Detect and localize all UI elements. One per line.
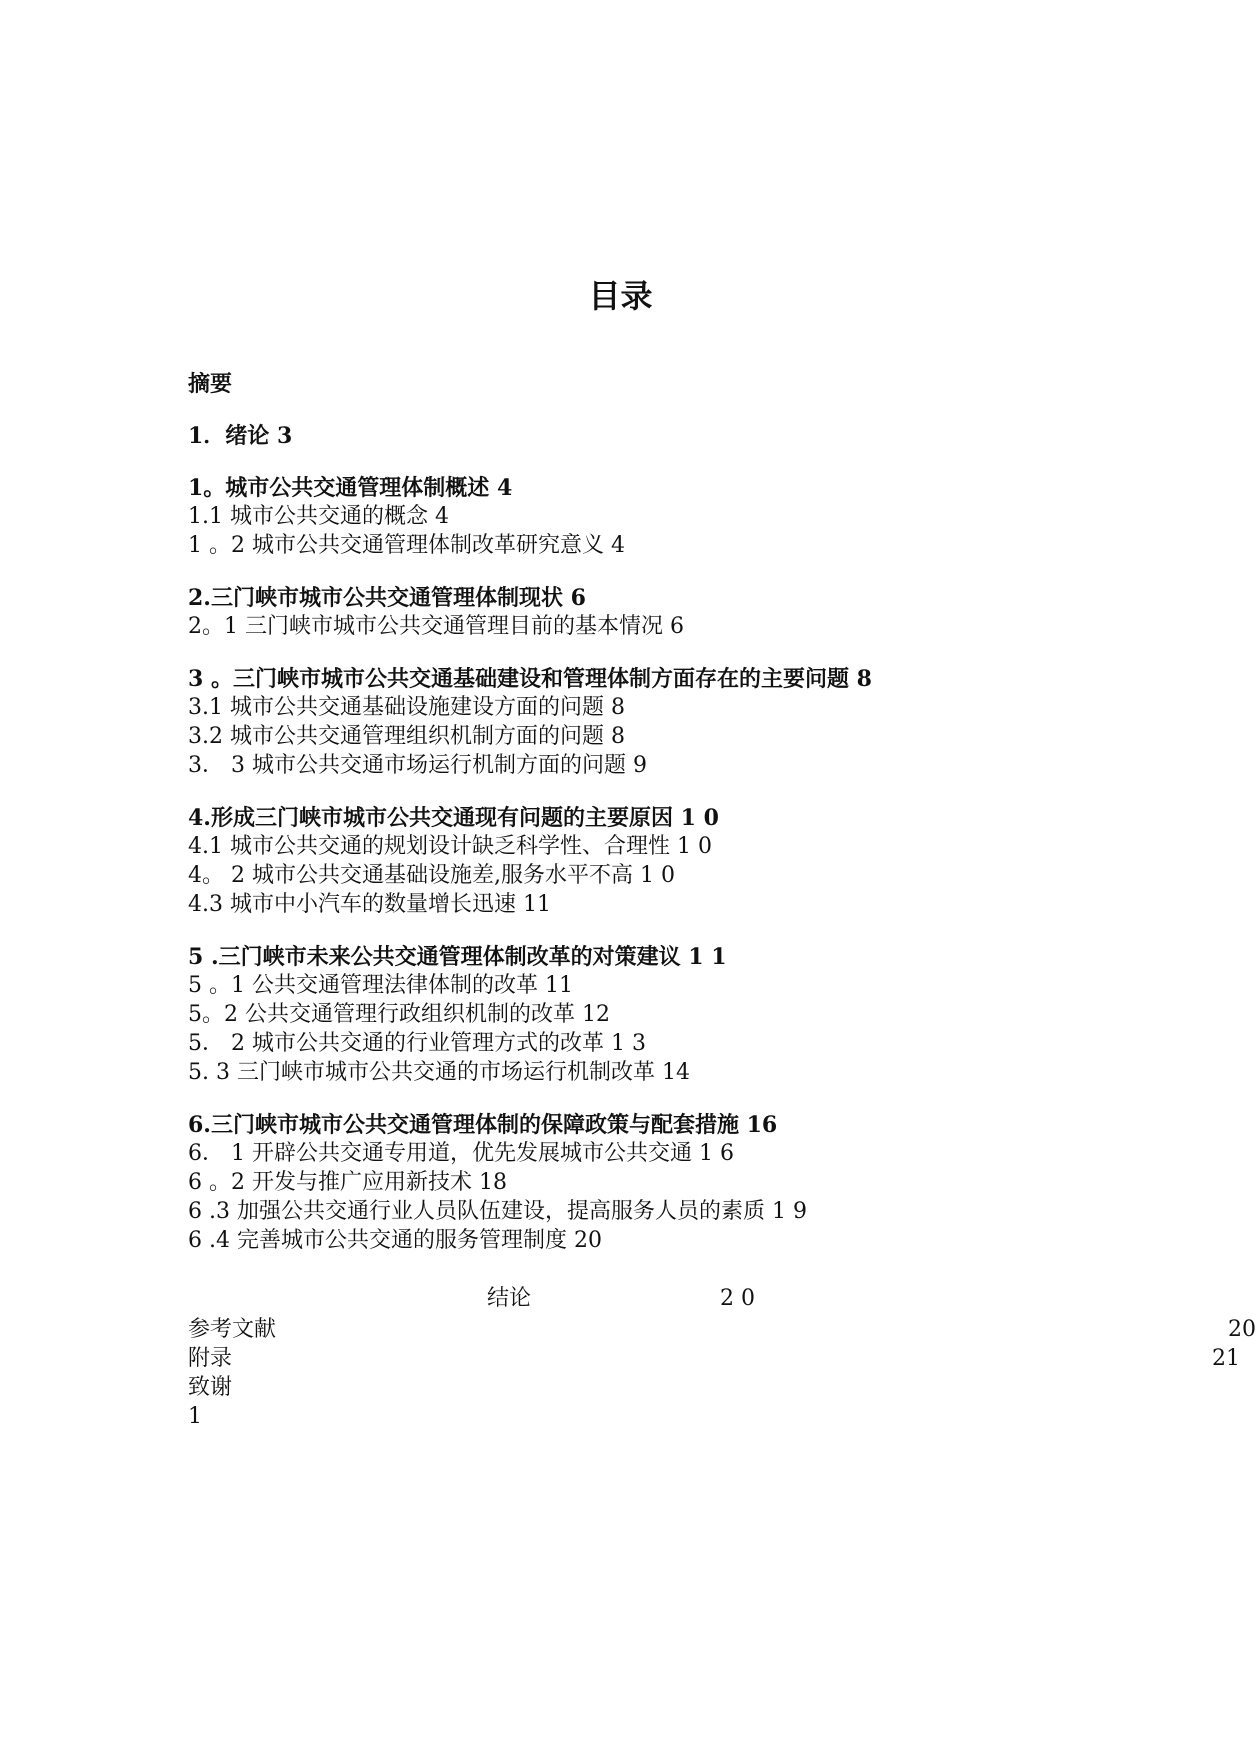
toc-thanks-label: 致谢 (188, 1375, 233, 1400)
toc-references-label: 参考文献 (188, 1317, 277, 1342)
toc-references-page: 20 (1228, 1317, 1256, 1342)
toc-section-6-4: 6 .4 完善城市公共交通的服务管理制度 20 (188, 1228, 602, 1253)
toc-section-5-2: 5。2 公共交通管理行政组织机制的改革 12 (188, 1002, 610, 1027)
toc-section-3-1: 3.1 城市公共交通基础设施建设方面的问题 8 (188, 695, 625, 720)
toc-section-4-2: 4。 2 城市公共交通基础设施差,服务水平不高 1 0 (188, 863, 675, 888)
toc-section-2-1: 2。1 三门峡市城市公共交通管理目前的基本情况 6 (188, 614, 684, 639)
toc-section-6-2: 6 。2 开发与推广应用新技术 18 (188, 1170, 507, 1195)
toc-chapter-5: 5 .三门峡市未来公共交通管理体制改革的对策建议 1 1 (188, 944, 727, 970)
toc-entry-abstract: 摘要 (188, 371, 233, 397)
toc-appendix-label: 附录 (188, 1346, 233, 1371)
toc-section-6-1: 6． 1 开辟公共交通专用道，优先发展城市公共交通 1 6 (188, 1141, 734, 1166)
toc-section-1-1: 1.1 城市公共交通的概念 4 (188, 504, 449, 529)
toc-chapter-2: 2.三门峡市城市公共交通管理体制现状 6 (188, 585, 586, 611)
toc-section-5-3: 5. 3 三门峡市城市公共交通的市场运行机制改革 14 (188, 1060, 690, 1085)
toc-section-4-3: 4.3 城市中小汽车的数量增长迅速 11 (188, 892, 551, 917)
toc-section-4-1: 4.1 城市公共交通的规划设计缺乏科学性、合理性 1 0 (188, 834, 712, 859)
toc-section-3-3: 3． 3 城市公共交通市场运行机制方面的问题 9 (188, 753, 647, 778)
toc-conclusion-label: 结论 (487, 1286, 532, 1311)
toc-chapter-6: 6.三门峡市城市公共交通管理体制的保障政策与配套措施 16 (188, 1112, 778, 1138)
toc-references-row (188, 1316, 1256, 1344)
page-title: 目录 (588, 277, 653, 315)
toc-chapter-4: 4.形成三门峡市城市公共交通现有问题的主要原因 1 0 (188, 805, 719, 831)
toc-appendix-row (188, 1345, 1241, 1373)
toc-thanks-page: 1 (188, 1404, 202, 1429)
toc-entry-intro: 1．绪论 3 (188, 423, 293, 449)
toc-section-6-3: 6 .3 加强公共交通行业人员队伍建设，提高服务人员的素质 1 9 (188, 1199, 807, 1224)
toc-section-5-2b: 5． 2 城市公共交通的行业管理方式的改革 1 3 (188, 1031, 646, 1056)
toc-section-5-1: 5 。1 公共交通管理法律体制的改革 11 (188, 973, 573, 998)
toc-chapter-3: 3 。三门峡市城市公共交通基础建设和管理体制方面存在的主要问题 8 (188, 666, 872, 692)
toc-section-3-2: 3.2 城市公共交通管理组织机制方面的问题 8 (188, 724, 625, 749)
toc-section-1-2: 1 。2 城市公共交通管理体制改革研究意义 4 (188, 533, 625, 558)
toc-conclusion-page: 2 0 (720, 1286, 755, 1311)
toc-chapter-1: 1。城市公共交通管理体制概述 4 (188, 475, 513, 501)
toc-appendix-page: 21 (1212, 1346, 1240, 1371)
